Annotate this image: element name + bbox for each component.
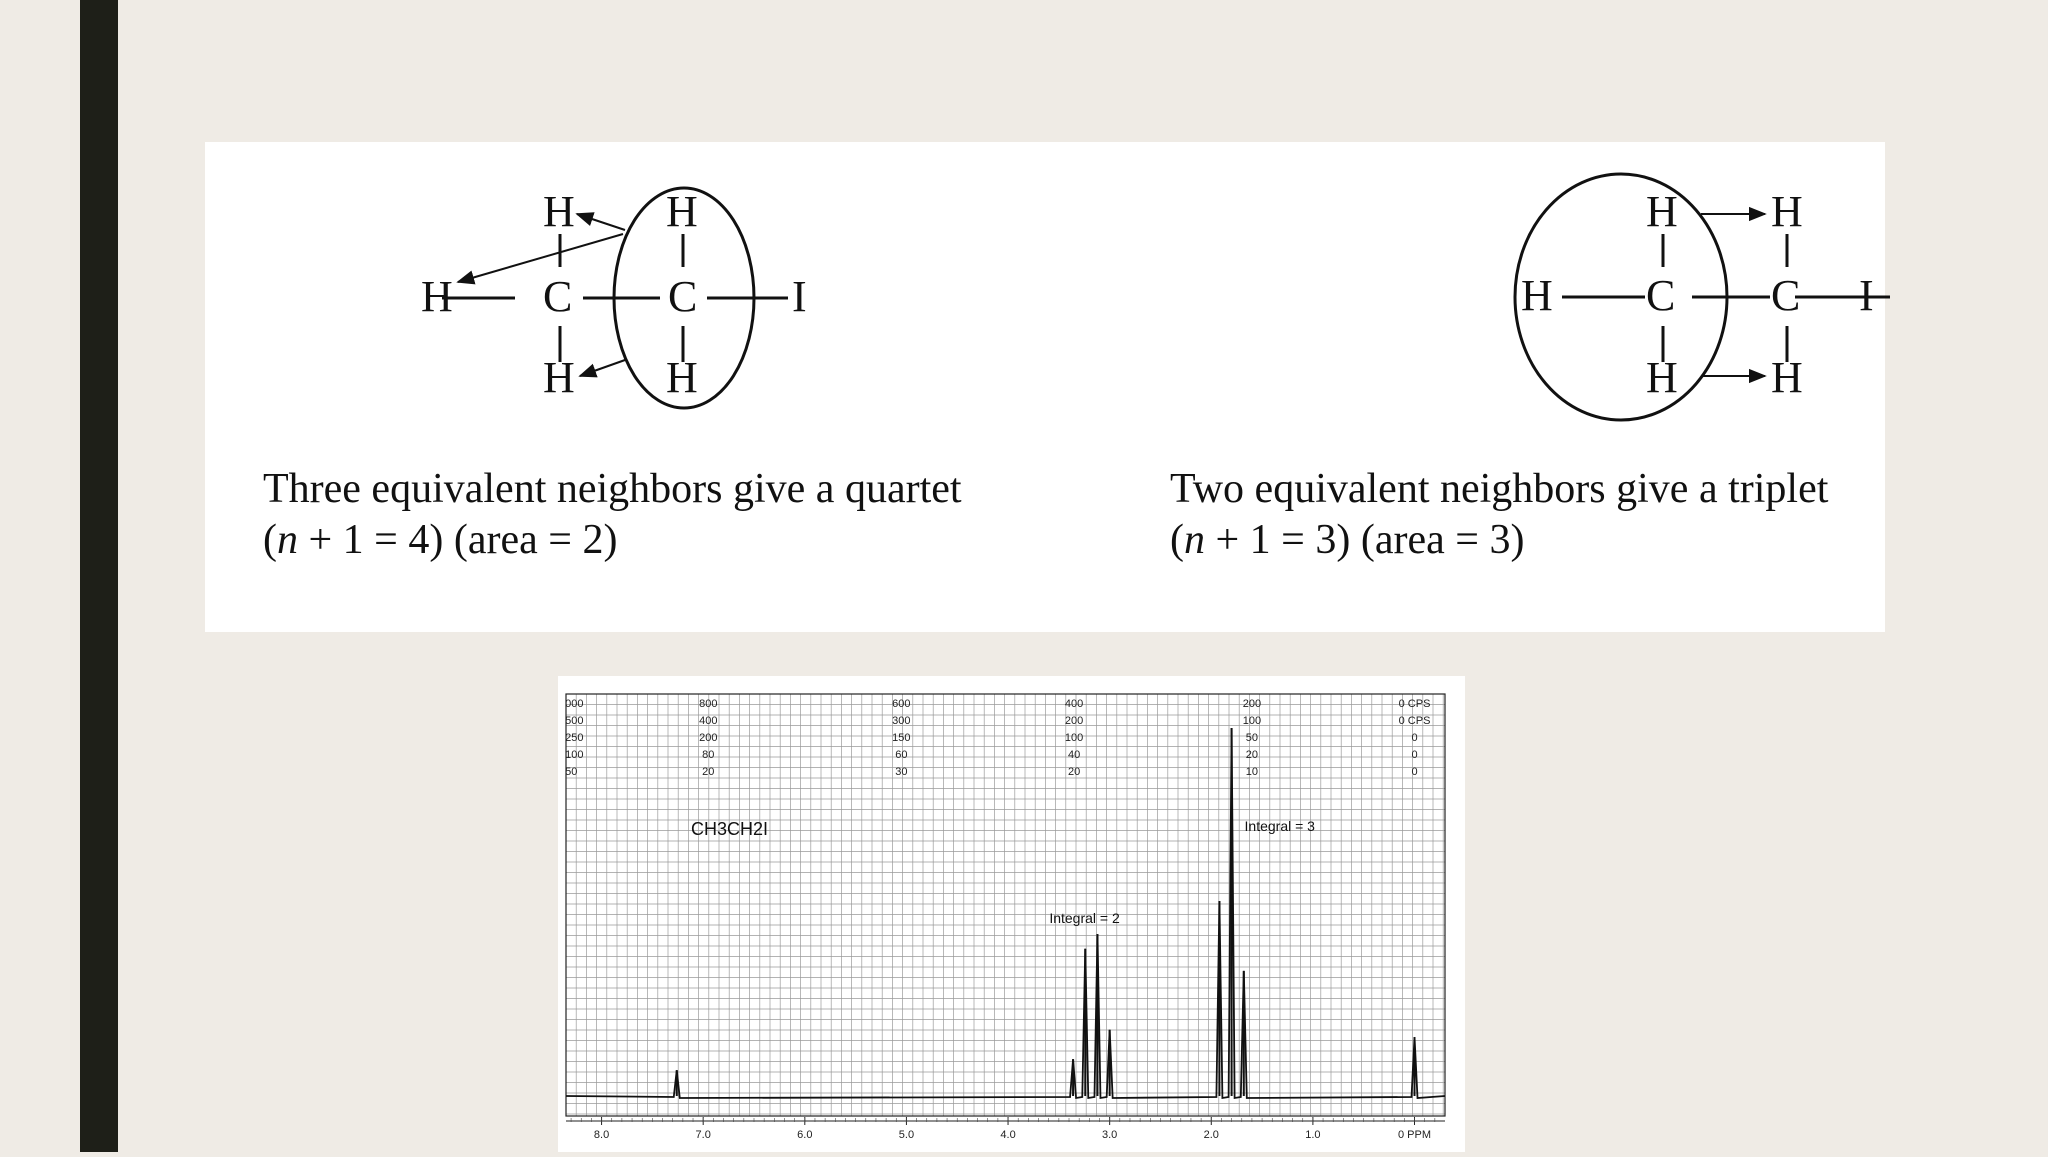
triplet-caption xyxy=(1170,464,1828,566)
scale-label: 250 xyxy=(565,732,584,744)
scale-label: 20 xyxy=(1067,766,1081,778)
scale-label: 0 xyxy=(1411,766,1418,778)
scale-label: 400 xyxy=(699,715,718,727)
scale-label: 10 xyxy=(1245,766,1259,778)
annotations xyxy=(1049,818,1315,926)
atom-iodine: I xyxy=(792,272,807,321)
triplet-n: n xyxy=(1184,517,1205,563)
x-tick-label: 8.0 xyxy=(593,1129,610,1141)
scale-label: 200 xyxy=(699,732,718,744)
spectrum-line xyxy=(566,728,1445,1098)
scale-label: 20 xyxy=(702,766,715,778)
scale-label: 100 xyxy=(565,749,584,761)
atom-c-right: C xyxy=(668,272,698,321)
x-tick-label: 0 PPM xyxy=(1398,1129,1432,1141)
scale-label: 0 xyxy=(1411,749,1418,761)
quartet-caption xyxy=(263,464,962,566)
scale-label: 0 CPS xyxy=(1398,715,1431,727)
ethyl-iodide-quartet-diagram xyxy=(205,142,1005,442)
scale-label: 400 xyxy=(1064,698,1084,710)
x-axis xyxy=(566,1117,1445,1141)
grid-layer xyxy=(566,694,1445,1116)
spectrum-trace xyxy=(566,728,1445,1098)
scale-label: 50 xyxy=(565,766,578,778)
atom-h-bottom-left: H xyxy=(1646,353,1678,402)
scale-label: 60 xyxy=(895,749,908,761)
atom-h-top-left: H xyxy=(543,187,575,236)
scale-label: 20 xyxy=(1245,749,1259,761)
scale-label: 0 xyxy=(1411,732,1418,744)
atom-h-bottom-right: H xyxy=(1771,353,1803,402)
scale-label: 800 xyxy=(699,698,718,710)
triplet-caption-line2: (n + 1 = 3) (area = 3) xyxy=(1170,517,1525,563)
quartet-n: n xyxy=(277,517,298,563)
atom-c-right: C xyxy=(1771,271,1801,320)
atom-h-left: H xyxy=(421,272,453,321)
x-tick-label: 2.0 xyxy=(1203,1129,1219,1141)
atom-h-top-right: H xyxy=(1771,187,1803,236)
slide-sidebar-bar xyxy=(80,0,118,1152)
nmr-spectrum xyxy=(558,676,1465,1152)
x-tick-label: 5.0 xyxy=(898,1129,915,1141)
scale-label: 150 xyxy=(892,732,911,744)
atom-c-left: C xyxy=(1646,271,1676,320)
quartet-caption-line1: Three equivalent neighbors give a quartet xyxy=(263,466,962,512)
x-tick-label: 3.0 xyxy=(1102,1129,1118,1141)
scale-label: 0 CPS xyxy=(1398,698,1431,710)
scale-label: 50 xyxy=(1245,732,1259,744)
quartet-caption-line2-rest: + 1 = 4) (area = 2) xyxy=(298,517,618,563)
scale-label: 200 xyxy=(1064,715,1084,727)
atom-h-bottom-left: H xyxy=(543,353,575,402)
triplet-caption-line2-rest: + 1 = 3) (area = 3) xyxy=(1205,517,1525,563)
x-tick-label: 4.0 xyxy=(1000,1129,1016,1141)
scale-label: 40 xyxy=(1067,749,1081,761)
scale-label: 000 xyxy=(565,698,584,710)
atom-c-left: C xyxy=(543,272,573,321)
scale-label: 100 xyxy=(1064,732,1084,744)
spectrum-title: CH3CH2I xyxy=(691,819,769,839)
atom-h-left: H xyxy=(1521,271,1553,320)
x-tick-label: 6.0 xyxy=(797,1129,813,1141)
nmr-spectrum-svg xyxy=(558,676,1465,1152)
x-tick-label: 7.0 xyxy=(695,1129,711,1141)
right-iodine-label xyxy=(1585,142,1885,342)
scale-label: 80 xyxy=(702,749,715,761)
integral-label: Integral = 2 xyxy=(1049,910,1120,926)
scale-label: 30 xyxy=(895,766,908,778)
scale-label: 600 xyxy=(892,698,911,710)
x-tick-label: 1.0 xyxy=(1305,1129,1321,1141)
diagram-panel xyxy=(205,142,1885,632)
atom-h-bottom-right: H xyxy=(666,353,698,402)
scale-label: 200 xyxy=(1242,698,1262,710)
quartet-caption-line2: (n + 1 = 4) (area = 2) xyxy=(263,517,618,563)
atom-iodine-right: I xyxy=(1859,271,1874,320)
scale-label: 100 xyxy=(1242,715,1262,727)
integral-label: Integral = 3 xyxy=(1244,818,1315,834)
scale-label: 500 xyxy=(565,715,584,727)
atom-h-top-right: H xyxy=(666,187,698,236)
atom-h-top-left: H xyxy=(1646,187,1678,236)
scale-label: 300 xyxy=(892,715,911,727)
triplet-caption-line1: Two equivalent neighbors give a triplet xyxy=(1170,466,1829,512)
